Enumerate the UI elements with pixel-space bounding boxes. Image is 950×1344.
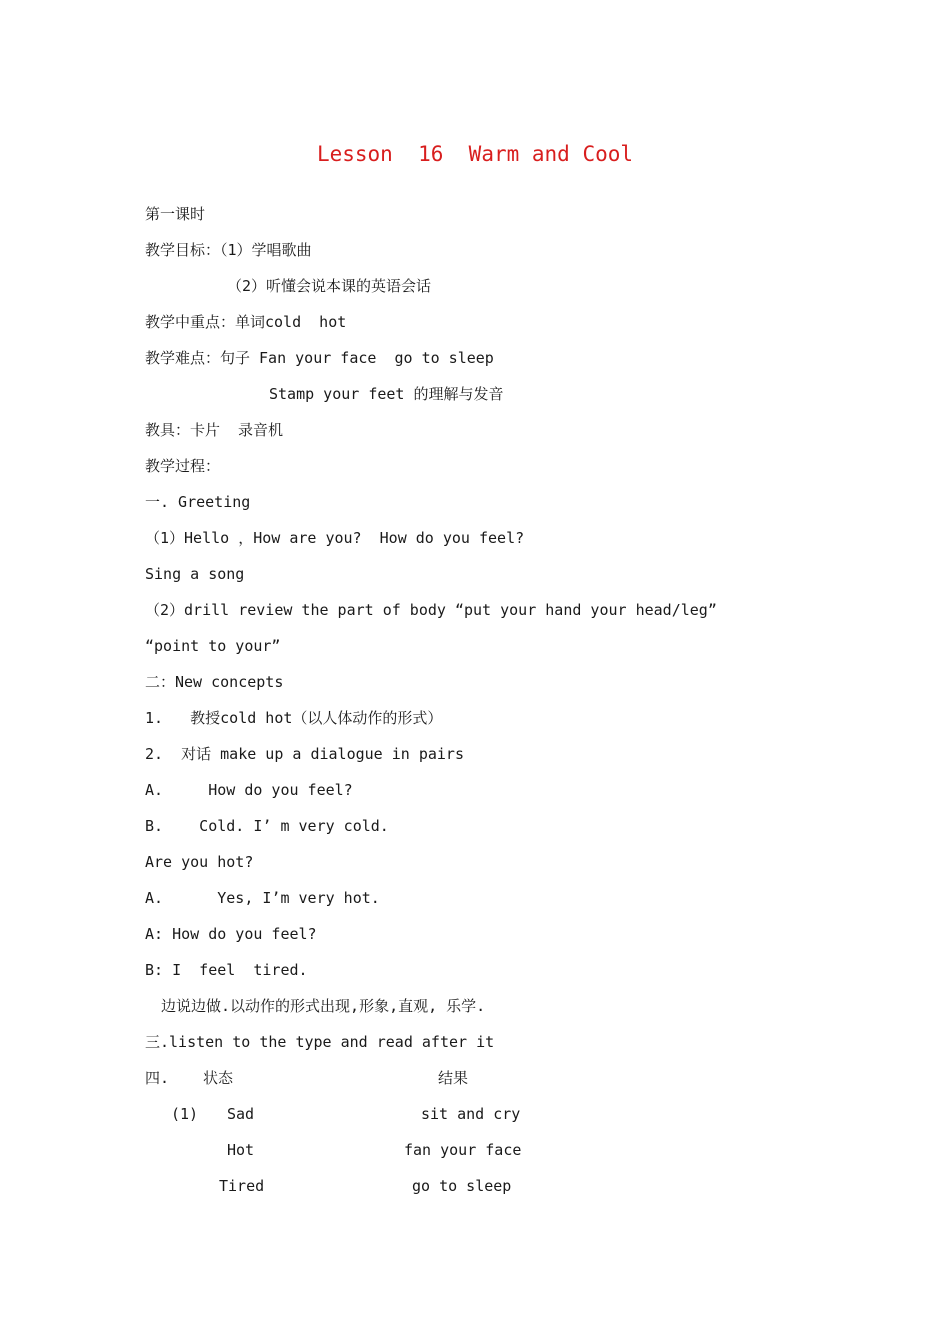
text-line: 2. 对话 make up a dialogue in pairs bbox=[145, 745, 464, 763]
text-line: A. How do you feel? bbox=[145, 781, 353, 799]
row-result: go to sleep bbox=[412, 1177, 512, 1195]
text-line: 边说边做.以动作的形式出现,形象,直观, 乐学. bbox=[161, 997, 486, 1015]
text-line: （2）听懂会说本课的英语会话 bbox=[227, 277, 432, 295]
text-line: 教学目标：（1）学唱歌曲 bbox=[145, 241, 312, 259]
text-line: 二：New concepts bbox=[145, 673, 284, 691]
header-result: 结果 bbox=[438, 1069, 469, 1087]
section-label: 四. bbox=[145, 1069, 170, 1087]
row-result: fan your face bbox=[404, 1141, 522, 1159]
text-line: “point to your” bbox=[145, 637, 281, 655]
text-line: Are you hot? bbox=[145, 853, 254, 871]
row-label: (1) bbox=[171, 1105, 199, 1123]
row-state: Sad bbox=[227, 1105, 255, 1123]
lesson-title: Lesson 16 Warm and Cool bbox=[316, 142, 634, 166]
text-line: A. Yes, I’m very hot. bbox=[145, 889, 380, 907]
text-line: 教学中重点：单词cold hot bbox=[145, 313, 347, 331]
row-state: Tired bbox=[219, 1177, 265, 1195]
text-line: B: I feel tired. bbox=[145, 961, 308, 979]
text-line: B. Cold. I’ m very cold. bbox=[145, 817, 389, 835]
text-line: Stamp your feet 的理解与发音 bbox=[269, 385, 504, 403]
text-line: 教学过程： bbox=[145, 457, 221, 475]
row-result: sit and cry bbox=[421, 1105, 521, 1123]
text-line: 一. Greeting bbox=[145, 493, 251, 511]
text-line: 1. 教授cold hot（以人体动作的形式） bbox=[145, 709, 443, 727]
text-line: Sing a song bbox=[145, 565, 245, 583]
header-state: 状态 bbox=[203, 1069, 234, 1087]
text-line: （2）drill review the part of body “put your hand your head/leg” bbox=[145, 601, 717, 619]
text-line: 教具：卡片 录音机 bbox=[145, 421, 284, 439]
text-line: A: How do you feel? bbox=[145, 925, 317, 943]
text-line: 教学难点：句子 Fan your face go to sleep bbox=[145, 349, 494, 367]
text-line: 第一课时 bbox=[145, 205, 206, 223]
text-line: （1）Hello ，How are you? How do you feel? bbox=[145, 529, 525, 547]
text-line: 三.listen to the type and read after it bbox=[145, 1033, 495, 1051]
row-state: Hot bbox=[227, 1141, 255, 1159]
